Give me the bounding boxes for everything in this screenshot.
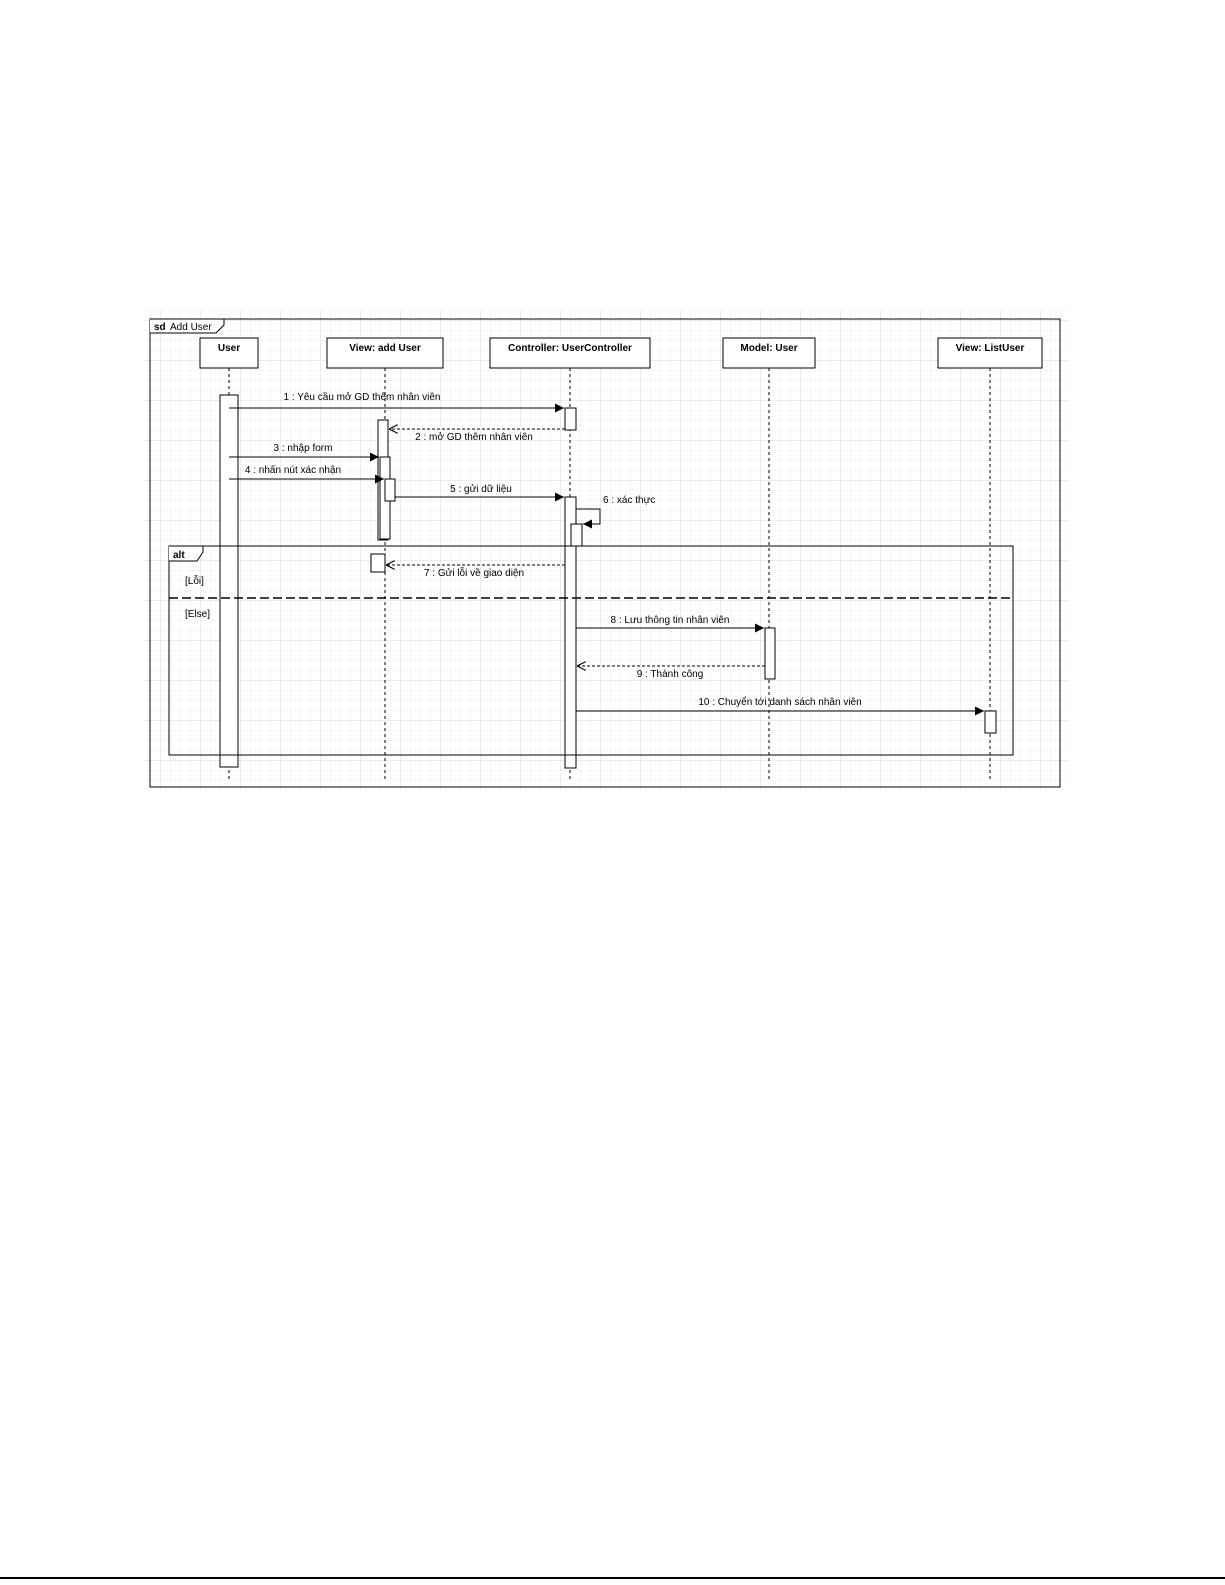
sd-frame-keyword: sd <box>154 322 166 333</box>
message-2-label: 2 : mở GD thêm nhân viên <box>415 432 533 443</box>
page-bottom-rule <box>0 1577 1225 1579</box>
message-8-label: 8 : Lưu thông tin nhân viên <box>610 615 730 626</box>
message-5-label: 5 : gửi dữ liệu <box>450 484 512 495</box>
message-3-label: 3 : nhập form <box>273 443 333 454</box>
activation-user <box>220 395 238 767</box>
message-6-label: 6 : xác thực <box>603 495 656 506</box>
lifeline-user[interactable] <box>200 338 258 368</box>
activation-view-listuser <box>985 711 996 733</box>
activation-model <box>765 628 775 679</box>
alt-guard-error: [Lỗi] <box>185 576 204 587</box>
activation-view-add-error <box>371 554 385 572</box>
lifeline-controller-label: Controller: UserController <box>508 343 632 354</box>
lifeline-view-add-user[interactable] <box>327 338 443 368</box>
message-10-label: 10 : Chuyển tới danh sách nhân viên <box>698 697 862 708</box>
activation-controller-self <box>571 524 582 546</box>
alt-guard-else: [Else] <box>185 609 211 620</box>
activation-controller-1 <box>565 408 576 430</box>
grid-background <box>143 310 1068 790</box>
lifeline-view-listuser-label: View: ListUser <box>955 343 1025 354</box>
message-9-label: 9 : Thành công <box>636 669 704 680</box>
lifeline-model-user-label: Model: User <box>740 343 798 354</box>
lifeline-model-user[interactable] <box>723 338 815 368</box>
lifeline-controller[interactable] <box>490 338 650 368</box>
lifeline-view-listuser[interactable] <box>938 338 1042 368</box>
alt-fragment-operator: alt <box>173 550 185 561</box>
lifeline-user-label: User <box>217 343 241 354</box>
message-7-label: 7 : Gửi lỗi về giao diện <box>423 568 525 579</box>
activation-view-add-3 <box>385 479 395 501</box>
message-1-label: 1 : Yêu cầu mở GD thêm nhân viên <box>283 392 441 403</box>
lifeline-view-add-user-label: View: add User <box>349 343 421 354</box>
sd-frame-name: Add User <box>170 322 212 333</box>
message-4-label: 4 : nhấn nút xác nhận <box>244 465 342 476</box>
